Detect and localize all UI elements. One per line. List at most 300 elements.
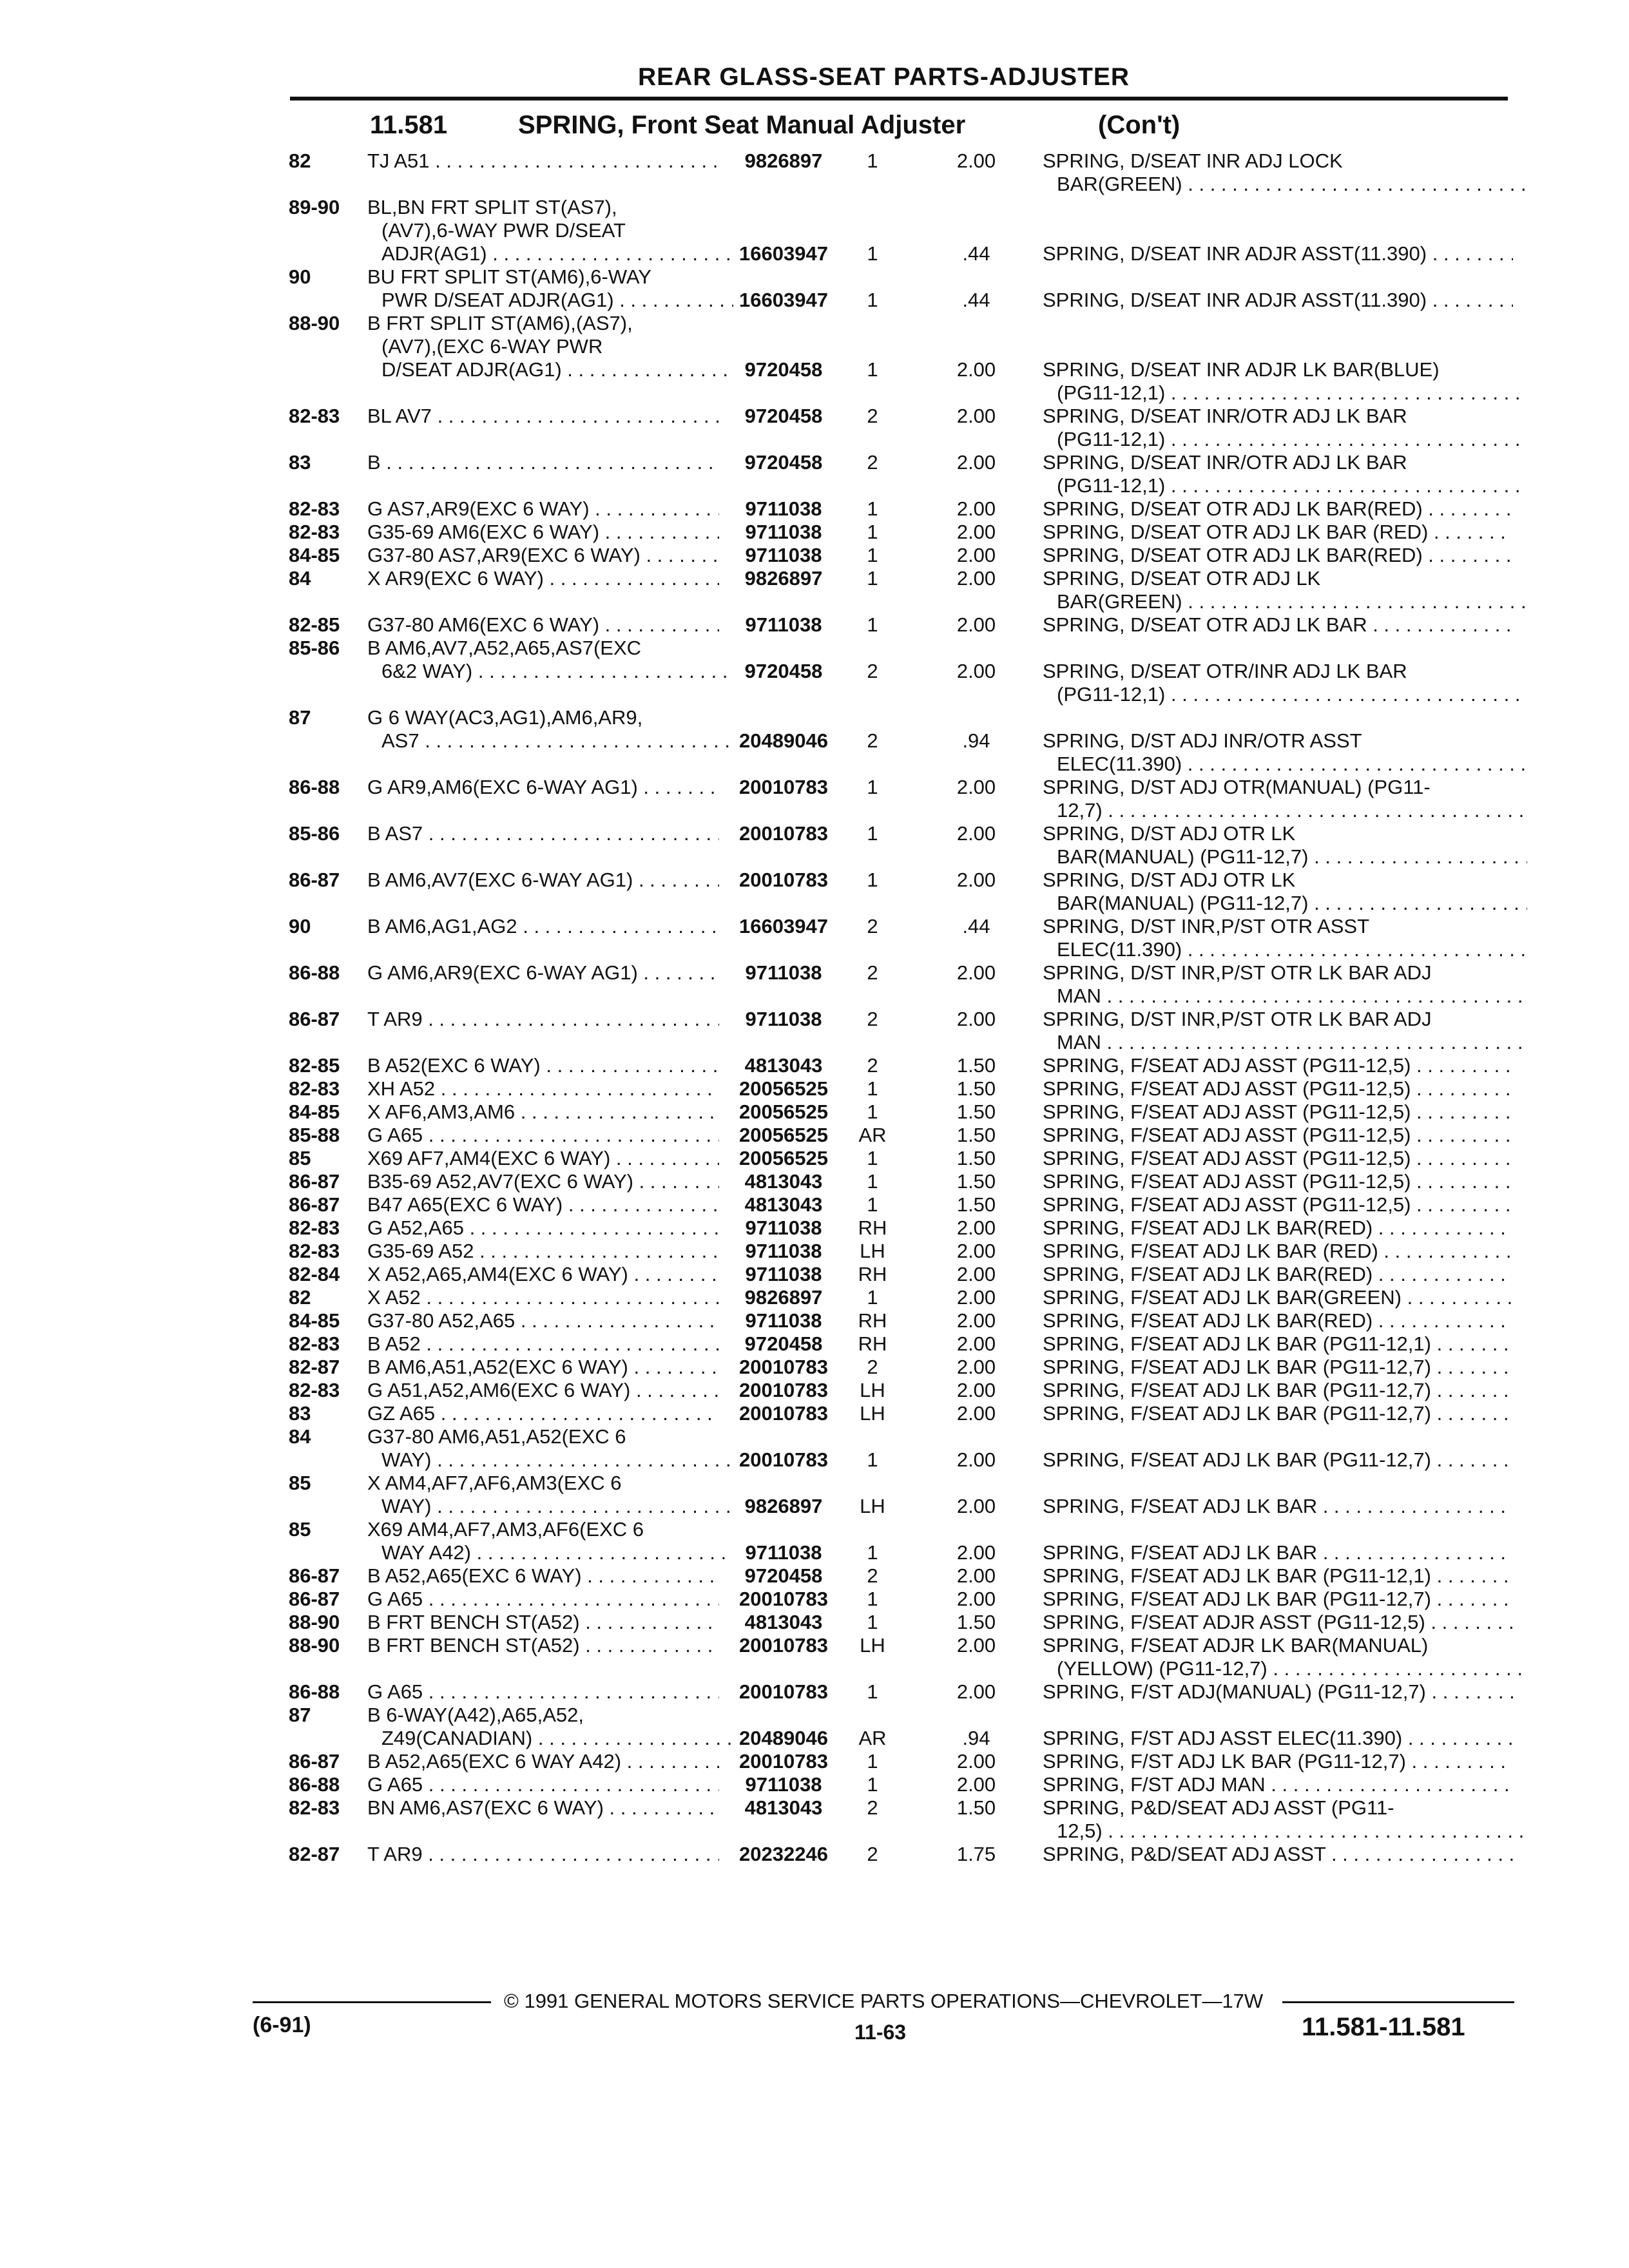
row-part-name: SPRING, F/SEAT ADJ LK BAR (PG11-12,7) . . . — [1043, 1588, 1513, 1611]
row-description: B AM6,AG1,AG2 . . . — [367, 915, 719, 938]
row-description: X AR9(EXC 6 WAY) . . . — [367, 567, 719, 590]
row-description: G A65 . . . — [367, 1124, 719, 1147]
row-labor-time: .44 — [962, 289, 990, 311]
row-quantity: 1 — [867, 242, 878, 265]
row-part-number: 20056525 — [739, 1147, 828, 1169]
row-year: 82-83 — [289, 1796, 340, 1819]
row-part-number: 9826897 — [744, 149, 823, 172]
row-labor-time: 2.00 — [956, 1008, 996, 1030]
row-year: 86-87 — [289, 1564, 340, 1587]
row-description: Z49(CANADIAN) . . . — [367, 1727, 733, 1750]
row-labor-time: 2.00 — [956, 1356, 996, 1378]
row-labor-time: 1.75 — [956, 1843, 996, 1865]
row-labor-time: .94 — [962, 1727, 990, 1749]
row-description: G 6 WAY(AC3,AG1),AM6,AR9, — [367, 706, 643, 729]
row-quantity: AR — [858, 1124, 887, 1146]
row-year: 82-83 — [289, 1077, 340, 1100]
row-part-name: SPRING, D/ST ADJ OTR LK — [1043, 822, 1296, 845]
row-part-name: SPRING, D/ST ADJ OTR(MANUAL) (PG11- — [1043, 776, 1431, 798]
row-year: 86-87 — [289, 1193, 340, 1216]
row-description: G AS7,AR9(EXC 6 WAY) . . . — [367, 497, 719, 521]
row-labor-time: .94 — [962, 729, 990, 752]
row-year: 86-88 — [289, 1680, 340, 1703]
row-part-name: ELEC(11.390) . . . — [1043, 938, 1527, 961]
row-quantity: AR — [858, 1727, 887, 1749]
row-part-name: SPRING, F/ST ADJ(MANUAL) (PG11-12,7) . . . — [1043, 1680, 1513, 1704]
row-description: G A65 . . . — [367, 1773, 719, 1796]
row-year: 87 — [289, 1704, 311, 1726]
row-description: B AM6,AV7(EXC 6-WAY AG1) . . . — [367, 869, 719, 892]
row-description: (AV7),6-WAY PWR D/SEAT — [381, 219, 626, 242]
row-description: X AF6,AM3,AM6 . . . — [367, 1100, 719, 1124]
row-labor-time: 2.00 — [956, 521, 996, 543]
row-quantity: 1 — [867, 1077, 878, 1100]
footer-copyright: © 1991 GENERAL MOTORS SERVICE PARTS OPERATIONS—CHEVROLET—17W — [504, 1990, 1264, 2012]
row-part-number: 9720458 — [744, 451, 823, 474]
row-year: 82-83 — [289, 1216, 340, 1239]
row-part-name: SPRING, F/SEAT ADJR LK BAR(MANUAL) — [1043, 1634, 1429, 1657]
row-year: 86-88 — [289, 1773, 340, 1796]
row-description: G35-69 AM6(EXC 6 WAY) . . . — [367, 521, 719, 544]
row-labor-time: 1.50 — [956, 1170, 996, 1193]
row-quantity: 2 — [867, 1054, 878, 1077]
row-description: AS7 . . . — [367, 729, 733, 753]
row-part-name: SPRING, D/SEAT OTR ADJ LK BAR . . . — [1043, 613, 1513, 637]
row-quantity: RH — [858, 1309, 887, 1332]
row-part-name: BAR(GREEN) . . . — [1043, 590, 1527, 613]
row-description: G35-69 A52 . . . — [367, 1240, 719, 1263]
row-quantity: 2 — [867, 915, 878, 937]
row-part-number: 9711038 — [745, 1541, 822, 1564]
row-description: B A52,A65(EXC 6 WAY) . . . — [367, 1564, 719, 1588]
row-description: B . . . — [367, 451, 719, 474]
row-quantity: 2 — [867, 1008, 878, 1030]
row-part-name: ELEC(11.390) . . . — [1043, 753, 1527, 776]
row-part-name: (PG11-12,1) . . . — [1043, 474, 1527, 497]
row-part-name: (PG11-12,1) . . . — [1043, 428, 1527, 451]
row-part-name: SPRING, D/SEAT OTR ADJ LK — [1043, 567, 1321, 590]
row-year: 82-87 — [289, 1356, 340, 1378]
row-description: G37-80 AM6,A51,A52(EXC 6 — [367, 1425, 626, 1448]
row-labor-time: 2.00 — [956, 1588, 996, 1610]
row-part-number: 9826897 — [744, 1495, 823, 1517]
row-description: B35-69 A52,AV7(EXC 6 WAY) . . . — [367, 1170, 719, 1193]
row-part-number: 20010783 — [739, 869, 828, 891]
row-labor-time: 1.50 — [956, 1796, 996, 1819]
row-part-number: 20010783 — [739, 1402, 828, 1425]
row-quantity: LH — [860, 1240, 885, 1262]
row-quantity: 1 — [867, 1147, 878, 1169]
row-quantity: 1 — [867, 289, 878, 311]
row-year: 84-85 — [289, 1309, 340, 1332]
row-labor-time: 2.00 — [956, 1634, 996, 1657]
row-part-name: MAN . . . — [1043, 985, 1527, 1008]
row-labor-time: 2.00 — [956, 497, 996, 520]
row-part-number: 4813043 — [744, 1170, 823, 1193]
row-part-name: SPRING, D/SEAT INR ADJ LOCK — [1043, 149, 1343, 172]
row-part-number: 16603947 — [739, 289, 828, 311]
row-description: G A65 . . . — [367, 1588, 719, 1611]
row-part-number: 20232246 — [739, 1843, 828, 1865]
footer-section-range: 11.581-11.581 — [1302, 2013, 1465, 2041]
row-part-name: SPRING, D/ST INR,P/ST OTR LK BAR ADJ — [1043, 1008, 1432, 1030]
row-quantity: RH — [858, 1332, 887, 1355]
row-part-number: 20056525 — [739, 1077, 828, 1100]
row-part-number: 20010783 — [739, 1448, 828, 1471]
row-labor-time: 1.50 — [956, 1077, 996, 1100]
row-quantity: 1 — [867, 1100, 878, 1123]
row-description: WAY A42) . . . — [367, 1541, 733, 1564]
row-part-name: SPRING, F/SEAT ADJ LK BAR(RED) . . . — [1043, 1263, 1513, 1286]
row-part-name: SPRING, D/SEAT INR/OTR ADJ LK BAR — [1043, 405, 1407, 427]
row-year: 84-85 — [289, 544, 340, 566]
row-quantity: 1 — [867, 822, 878, 845]
row-labor-time: 2.00 — [956, 1379, 996, 1401]
row-part-name: SPRING, F/SEAT ADJ LK BAR (PG11-12,1) . . . — [1043, 1564, 1513, 1588]
row-quantity: 2 — [867, 1843, 878, 1865]
row-labor-time: 2.00 — [956, 1750, 996, 1773]
row-part-number: 9826897 — [744, 567, 823, 590]
row-part-number: 20010783 — [739, 1588, 828, 1610]
row-part-number: 20010783 — [739, 776, 828, 798]
row-quantity: 1 — [867, 544, 878, 566]
row-part-number: 20010783 — [739, 1634, 828, 1657]
row-part-name: SPRING, F/SEAT ADJ ASST (PG11-12,5) . . . — [1043, 1100, 1513, 1124]
row-part-number: 9711038 — [745, 1773, 822, 1796]
footer-page-number: 11-63 — [854, 2021, 907, 2044]
row-year: 85 — [289, 1147, 311, 1169]
row-labor-time: 2.00 — [956, 451, 996, 474]
row-year: 82-83 — [289, 405, 340, 427]
row-quantity: LH — [860, 1495, 885, 1517]
row-part-name: BAR(MANUAL) (PG11-12,7) . . . — [1043, 845, 1527, 869]
section-name: SPRING, Front Seat Manual Adjuster — [518, 111, 966, 139]
row-labor-time: 2.00 — [956, 1448, 996, 1471]
row-part-number: 20010783 — [739, 1379, 828, 1401]
row-part-number: 16603947 — [739, 915, 828, 937]
row-quantity: 2 — [867, 1356, 878, 1378]
row-year: 84-85 — [289, 1100, 340, 1123]
row-part-number: 4813043 — [744, 1054, 823, 1077]
row-labor-time: 2.00 — [956, 1216, 996, 1239]
row-labor-time: 2.00 — [956, 1402, 996, 1425]
row-part-number: 20010783 — [739, 822, 828, 845]
row-description: B A52,A65(EXC 6 WAY A42) . . . — [367, 1750, 719, 1773]
row-part-name: SPRING, F/SEAT ADJ LK BAR(GREEN) . . . — [1043, 1286, 1513, 1309]
row-part-name: SPRING, F/SEAT ADJ ASST (PG11-12,5) . . . — [1043, 1170, 1513, 1193]
row-quantity: 2 — [867, 729, 878, 752]
row-labor-time: 2.00 — [956, 1332, 996, 1355]
row-part-name: BAR(GREEN) . . . — [1043, 173, 1527, 196]
row-year: 85-88 — [289, 1124, 340, 1146]
row-part-name: SPRING, F/SEAT ADJ LK BAR . . . — [1043, 1495, 1513, 1518]
row-description: BL,BN FRT SPLIT ST(AS7), — [367, 196, 617, 218]
row-part-number: 9711038 — [745, 1240, 822, 1262]
row-quantity: 1 — [867, 521, 878, 543]
row-part-name: SPRING, D/SEAT OTR/INR ADJ LK BAR — [1043, 660, 1407, 682]
row-part-number: 9711038 — [745, 521, 822, 543]
row-year: 86-87 — [289, 869, 340, 891]
row-part-name: SPRING, F/SEAT ADJ LK BAR (PG11-12,7) . . . — [1043, 1448, 1513, 1472]
row-year: 88-90 — [289, 1634, 340, 1657]
row-part-name: SPRING, D/SEAT INR ADJR ASST(11.390) . . . — [1043, 289, 1513, 312]
page-header: REAR GLASS-SEAT PARTS-ADJUSTER — [638, 63, 1130, 91]
row-quantity: 2 — [867, 1796, 878, 1819]
row-labor-time: 2.00 — [956, 1263, 996, 1285]
row-part-name: SPRING, P&D/SEAT ADJ ASST (PG11- — [1043, 1796, 1394, 1819]
row-description: T AR9 . . . — [367, 1843, 719, 1866]
row-year: 86-87 — [289, 1588, 340, 1610]
row-quantity: 2 — [867, 405, 878, 427]
row-year: 89-90 — [289, 196, 340, 218]
row-part-name: SPRING, D/SEAT OTR ADJ LK BAR (RED) . . . — [1043, 521, 1513, 544]
row-description: B AM6,AV7,A52,A65,AS7(EXC — [367, 637, 642, 659]
row-labor-time: 2.00 — [956, 660, 996, 682]
row-part-name: SPRING, F/SEAT ADJ LK BAR (PG11-12,7) . . . — [1043, 1356, 1513, 1379]
row-description: G A65 . . . — [367, 1680, 719, 1704]
row-description: BN AM6,AS7(EXC 6 WAY) . . . — [367, 1796, 719, 1820]
row-description: B AM6,A51,A52(EXC 6 WAY) . . . — [367, 1356, 719, 1379]
row-year: 82 — [289, 149, 311, 172]
footer-line-left — [253, 2001, 491, 2003]
row-description: (AV7),(EXC 6-WAY PWR — [381, 335, 603, 358]
row-quantity: 2 — [867, 660, 878, 682]
row-description: PWR D/SEAT ADJR(AG1) . . . — [367, 289, 733, 312]
row-part-number: 16603947 — [739, 242, 828, 265]
row-part-name: SPRING, F/SEAT ADJ LK BAR (PG11-12,1) . . . — [1043, 1332, 1513, 1356]
row-labor-time: 2.00 — [956, 358, 996, 381]
row-part-name: SPRING, F/SEAT ADJ LK BAR(RED) . . . — [1043, 1216, 1513, 1240]
row-part-name: SPRING, F/SEAT ADJ ASST (PG11-12,5) . . . — [1043, 1054, 1513, 1077]
row-description: X69 AM4,AF7,AM3,AF6(EXC 6 — [367, 1518, 644, 1541]
row-part-name: (PG11-12,1) . . . — [1043, 683, 1527, 706]
row-year: 82-83 — [289, 1240, 340, 1262]
row-description: ADJR(AG1) . . . — [367, 242, 733, 265]
row-labor-time: 2.00 — [956, 613, 996, 636]
row-year: 82-83 — [289, 497, 340, 520]
row-year: 86-87 — [289, 1170, 340, 1193]
row-year: 85 — [289, 1472, 311, 1494]
row-year: 82-83 — [289, 521, 340, 543]
row-part-name: SPRING, D/ST INR,P/ST OTR LK BAR ADJ — [1043, 961, 1432, 984]
row-part-number: 20056525 — [739, 1124, 828, 1146]
row-description: B A52(EXC 6 WAY) . . . — [367, 1054, 719, 1077]
row-quantity: 1 — [867, 497, 878, 520]
row-part-name: SPRING, F/SEAT ADJ LK BAR (PG11-12,7) . . . — [1043, 1402, 1513, 1425]
row-part-number: 20010783 — [739, 1750, 828, 1773]
row-part-number: 9720458 — [744, 405, 823, 427]
row-description: B FRT BENCH ST(A52) . . . — [367, 1634, 719, 1657]
row-quantity: 1 — [867, 1773, 878, 1796]
row-labor-time: 1.50 — [956, 1100, 996, 1123]
row-year: 85 — [289, 1518, 311, 1541]
row-labor-time: 2.00 — [956, 544, 996, 566]
row-year: 85-86 — [289, 822, 340, 845]
row-part-name: SPRING, F/SEAT ADJ ASST (PG11-12,5) . . . — [1043, 1193, 1513, 1216]
row-labor-time: 2.00 — [956, 1286, 996, 1309]
row-part-name: SPRING, D/SEAT OTR ADJ LK BAR(RED) . . . — [1043, 497, 1513, 521]
row-part-number: 9711038 — [745, 544, 822, 566]
row-labor-time: 2.00 — [956, 1495, 996, 1517]
row-labor-time: 2.00 — [956, 149, 996, 172]
row-labor-time: 1.50 — [956, 1054, 996, 1077]
row-year: 87 — [289, 706, 311, 729]
row-part-number: 9720458 — [744, 358, 823, 381]
row-part-name: SPRING, F/SEAT ADJR ASST (PG11-12,5) . . . — [1043, 1611, 1513, 1634]
row-description: B FRT SPLIT ST(AM6),(AS7), — [367, 312, 633, 334]
row-year: 88-90 — [289, 312, 340, 334]
row-description: X69 AF7,AM4(EXC 6 WAY) . . . — [367, 1147, 719, 1170]
row-description: WAY) . . . — [367, 1495, 733, 1518]
row-part-name: SPRING, P&D/SEAT ADJ ASST . . . — [1043, 1843, 1513, 1866]
row-part-name: SPRING, F/SEAT ADJ ASST (PG11-12,5) . . . — [1043, 1147, 1513, 1170]
row-description: GZ A65 . . . — [367, 1402, 719, 1425]
row-part-name: SPRING, D/ST ADJ INR/OTR ASST — [1043, 729, 1362, 752]
row-quantity: RH — [858, 1216, 887, 1239]
row-part-number: 9711038 — [745, 497, 822, 520]
row-description: G A52,A65 . . . — [367, 1216, 719, 1240]
row-year: 82-85 — [289, 1054, 340, 1077]
row-labor-time: 1.50 — [956, 1124, 996, 1146]
row-labor-time: 2.00 — [956, 567, 996, 590]
row-quantity: 1 — [867, 149, 878, 172]
row-part-name: SPRING, F/SEAT ADJ LK BAR . . . — [1043, 1541, 1513, 1564]
row-part-number: 9711038 — [745, 961, 822, 984]
row-labor-time: 2.00 — [956, 822, 996, 845]
row-quantity: 1 — [867, 776, 878, 798]
row-part-name: MAN . . . — [1043, 1031, 1527, 1054]
row-part-name: SPRING, D/ST INR,P/ST OTR ASST — [1043, 915, 1370, 937]
row-labor-time: 1.50 — [956, 1147, 996, 1169]
row-year: 88-90 — [289, 1611, 340, 1633]
row-labor-time: .44 — [962, 915, 990, 937]
section-number: 11.581 — [370, 111, 448, 139]
row-part-name: SPRING, F/ST ADJ LK BAR (PG11-12,7) . . . — [1043, 1750, 1513, 1773]
row-year: 82-83 — [289, 1379, 340, 1401]
row-year: 84 — [289, 567, 311, 590]
row-year: 82 — [289, 1286, 311, 1309]
row-part-number: 9711038 — [745, 1263, 822, 1285]
row-description: D/SEAT ADJR(AG1) . . . — [367, 358, 733, 381]
footer-line-right — [1282, 2001, 1514, 2003]
row-quantity: 2 — [867, 961, 878, 984]
row-part-number: 20010783 — [739, 1680, 828, 1703]
row-quantity: 1 — [867, 1680, 878, 1703]
row-labor-time: 2.00 — [956, 1680, 996, 1703]
row-labor-time: 2.00 — [956, 776, 996, 798]
row-labor-time: 2.00 — [956, 869, 996, 891]
row-part-number: 20489046 — [739, 729, 828, 752]
row-part-name: SPRING, D/ST ADJ OTR LK — [1043, 869, 1296, 891]
row-description: B AS7 . . . — [367, 822, 719, 845]
row-year: 83 — [289, 451, 311, 474]
row-part-name: 12,5) . . . — [1043, 1820, 1527, 1843]
row-part-number: 4813043 — [744, 1611, 823, 1633]
row-description: G AR9,AM6(EXC 6-WAY AG1) . . . — [367, 776, 719, 799]
row-labor-time: 2.00 — [956, 1240, 996, 1262]
row-part-name: SPRING, D/SEAT INR/OTR ADJ LK BAR — [1043, 451, 1407, 474]
row-part-name: SPRING, F/SEAT ADJ LK BAR (PG11-12,7) . . . — [1043, 1379, 1513, 1402]
row-description: G37-80 A52,A65 . . . — [367, 1309, 719, 1332]
row-quantity: 1 — [867, 1750, 878, 1773]
row-part-number: 9711038 — [745, 1216, 822, 1239]
row-year: 82-87 — [289, 1843, 340, 1865]
row-part-number: 9720458 — [744, 1564, 823, 1587]
row-part-name: SPRING, D/SEAT INR ADJR ASST(11.390) . . . — [1043, 242, 1513, 265]
row-part-number: 9711038 — [745, 1309, 822, 1332]
row-description: TJ A51 . . . — [367, 149, 719, 173]
row-year: 86-87 — [289, 1750, 340, 1773]
row-labor-time: 2.00 — [956, 1773, 996, 1796]
row-labor-time: 2.00 — [956, 1309, 996, 1332]
row-year: 82-84 — [289, 1263, 340, 1285]
row-quantity: LH — [860, 1379, 885, 1401]
row-year: 82-83 — [289, 1332, 340, 1355]
row-labor-time: 2.00 — [956, 961, 996, 984]
row-part-number: 4813043 — [744, 1796, 823, 1819]
row-part-name: (PG11-12,1) . . . — [1043, 381, 1527, 405]
row-quantity: 2 — [867, 1564, 878, 1587]
row-quantity: 1 — [867, 1541, 878, 1564]
row-description: X A52,A65,AM4(EXC 6 WAY) . . . — [367, 1263, 719, 1286]
row-year: 83 — [289, 1402, 311, 1425]
row-part-name: SPRING, F/SEAT ADJ LK BAR (RED) . . . — [1043, 1240, 1513, 1263]
row-description: B A52 . . . — [367, 1332, 719, 1356]
row-description: B FRT BENCH ST(A52) . . . — [367, 1611, 719, 1634]
row-part-name: SPRING, F/ST ADJ ASST ELEC(11.390) . . . — [1043, 1727, 1513, 1750]
row-quantity: 1 — [867, 1448, 878, 1471]
row-year: 86-88 — [289, 776, 340, 798]
row-description: T AR9 . . . — [367, 1008, 719, 1031]
row-year: 84 — [289, 1425, 311, 1448]
row-part-number: 9826897 — [744, 1286, 823, 1309]
row-description: G A51,A52,AM6(EXC 6 WAY) . . . — [367, 1379, 719, 1402]
row-labor-time: 2.00 — [956, 1564, 996, 1587]
row-year: 90 — [289, 915, 311, 937]
row-part-number: 20489046 — [739, 1727, 828, 1749]
row-description: G37-80 AS7,AR9(EXC 6 WAY) . . . — [367, 544, 719, 567]
row-part-name: (YELLOW) (PG11-12,7) . . . — [1043, 1657, 1527, 1680]
row-part-number: 9720458 — [744, 1332, 823, 1355]
row-quantity: 1 — [867, 1286, 878, 1309]
row-year: 82-85 — [289, 613, 340, 636]
row-description: B 6-WAY(A42),A65,A52, — [367, 1704, 584, 1726]
row-quantity: 1 — [867, 613, 878, 636]
row-description: B47 A65(EXC 6 WAY) . . . — [367, 1193, 719, 1216]
row-year: 86-88 — [289, 961, 340, 984]
row-part-number: 9720458 — [744, 660, 823, 682]
row-quantity: LH — [860, 1402, 885, 1425]
row-part-name: SPRING, F/SEAT ADJ ASST (PG11-12,5) . . . — [1043, 1124, 1513, 1147]
row-part-name: SPRING, F/SEAT ADJ ASST (PG11-12,5) . . . — [1043, 1077, 1513, 1100]
row-description: WAY) . . . — [367, 1448, 733, 1472]
row-part-name: 12,7) . . . — [1043, 799, 1527, 822]
row-description: X A52 . . . — [367, 1286, 719, 1309]
row-quantity: RH — [858, 1263, 887, 1285]
row-part-name: SPRING, F/SEAT ADJ LK BAR(RED) . . . — [1043, 1309, 1513, 1332]
row-labor-time: 1.50 — [956, 1193, 996, 1216]
row-labor-time: 1.50 — [956, 1611, 996, 1633]
row-labor-time: .44 — [962, 242, 990, 265]
row-part-name: SPRING, D/SEAT OTR ADJ LK BAR(RED) . . . — [1043, 544, 1513, 567]
row-description: XH A52 . . . — [367, 1077, 719, 1100]
row-labor-time: 2.00 — [956, 1541, 996, 1564]
row-part-name: SPRING, D/SEAT INR ADJR LK BAR(BLUE) — [1043, 358, 1440, 381]
row-quantity: 2 — [867, 451, 878, 474]
row-labor-time: 2.00 — [956, 405, 996, 427]
row-quantity: 1 — [867, 358, 878, 381]
row-part-name: SPRING, F/ST ADJ MAN . . . — [1043, 1773, 1513, 1796]
